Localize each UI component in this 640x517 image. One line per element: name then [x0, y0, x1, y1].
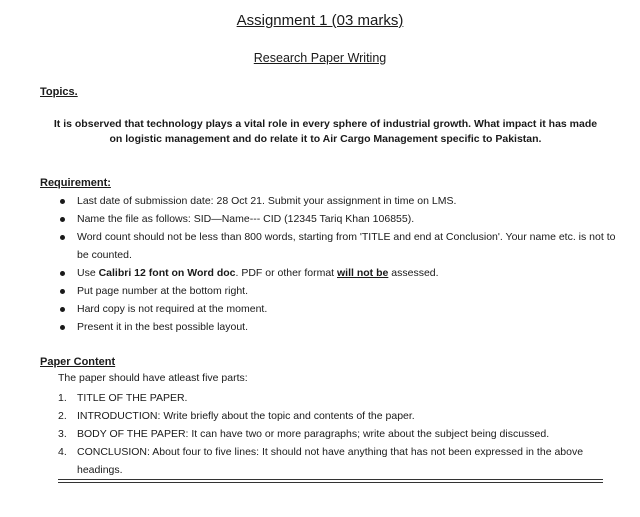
bullet-icon	[60, 199, 65, 204]
requirement-text: Present it in the best possible layout.	[77, 321, 249, 333]
bottom-divider	[58, 482, 603, 483]
bullet-icon	[60, 271, 65, 276]
requirement-heading: Requirement:	[40, 177, 111, 189]
paper-content-heading: Paper Content	[40, 356, 116, 368]
requirement-font-suffix: assessed.	[388, 267, 439, 279]
requirement-font-bold: Calibri 12 font on Word doc	[98, 267, 236, 279]
list-number: 2.	[58, 410, 67, 422]
list-number: 3.	[58, 428, 67, 440]
part-text: TITLE OF THE PAPER.	[77, 392, 188, 404]
bottom-divider	[58, 479, 603, 480]
requirement-text: Put page number at the bottom right.	[77, 285, 249, 297]
part-text: BODY OF THE PAPER: It can have two or more paragraphs; write about the subject being discussed.	[77, 428, 550, 440]
bullet-icon	[60, 307, 65, 312]
topics-heading: Topics.	[40, 86, 78, 98]
list-item	[58, 282, 618, 300]
list-item	[58, 264, 618, 282]
requirement-font-prefix: Use	[77, 267, 99, 279]
bullet-icon	[60, 235, 65, 240]
list-item	[58, 318, 618, 336]
requirement-text: Name the file as follows: SID—Name--- CID (12345 Tariq Khan 106855).	[77, 213, 415, 225]
requirement-text: Last date of submission date: 28 Oct 21. Submit your assignment in time on LMS.	[77, 195, 457, 207]
list-item	[58, 228, 618, 264]
paper-parts-list	[58, 389, 618, 479]
bullet-icon	[60, 289, 65, 294]
list-item	[58, 389, 618, 407]
list-item	[58, 192, 618, 210]
list-item	[58, 300, 618, 318]
requirement-text: Word count should not be less than 800 words, starting from 'TITLE and end at Conclusion'. Your name etc. is not to be counted.	[77, 231, 616, 261]
list-item	[58, 443, 618, 479]
requirement-text: Hard copy is not required at the moment.	[77, 303, 268, 315]
requirement-font-middle: . PDF or other format	[235, 267, 338, 279]
assignment-subtitle: Research Paper Writing	[253, 51, 387, 65]
part-text: CONCLUSION: About four to five lines: It should not have anything that has not been expressed in the above headings.	[77, 446, 584, 476]
assignment-title: Assignment 1 (03 marks)	[236, 12, 404, 29]
topic-statement: It is observed that technology plays a vital role in every sphere of industrial growth. What impact it has made on logistic management and do relate it to Air Cargo Management specific to Pakistan.	[53, 118, 598, 145]
bullet-icon	[60, 325, 65, 330]
list-number: 1.	[58, 392, 67, 404]
list-item	[58, 425, 618, 443]
requirement-font-emphasis: will not be	[337, 267, 389, 279]
bullet-icon	[60, 217, 65, 222]
list-item	[58, 210, 618, 228]
part-text: INTRODUCTION: Write briefly about the topic and contents of the paper.	[77, 410, 415, 422]
paper-content-intro: The paper should have atleast five parts:	[58, 372, 248, 384]
requirement-list	[58, 192, 618, 336]
list-item	[58, 407, 618, 425]
list-number: 4.	[58, 446, 67, 458]
